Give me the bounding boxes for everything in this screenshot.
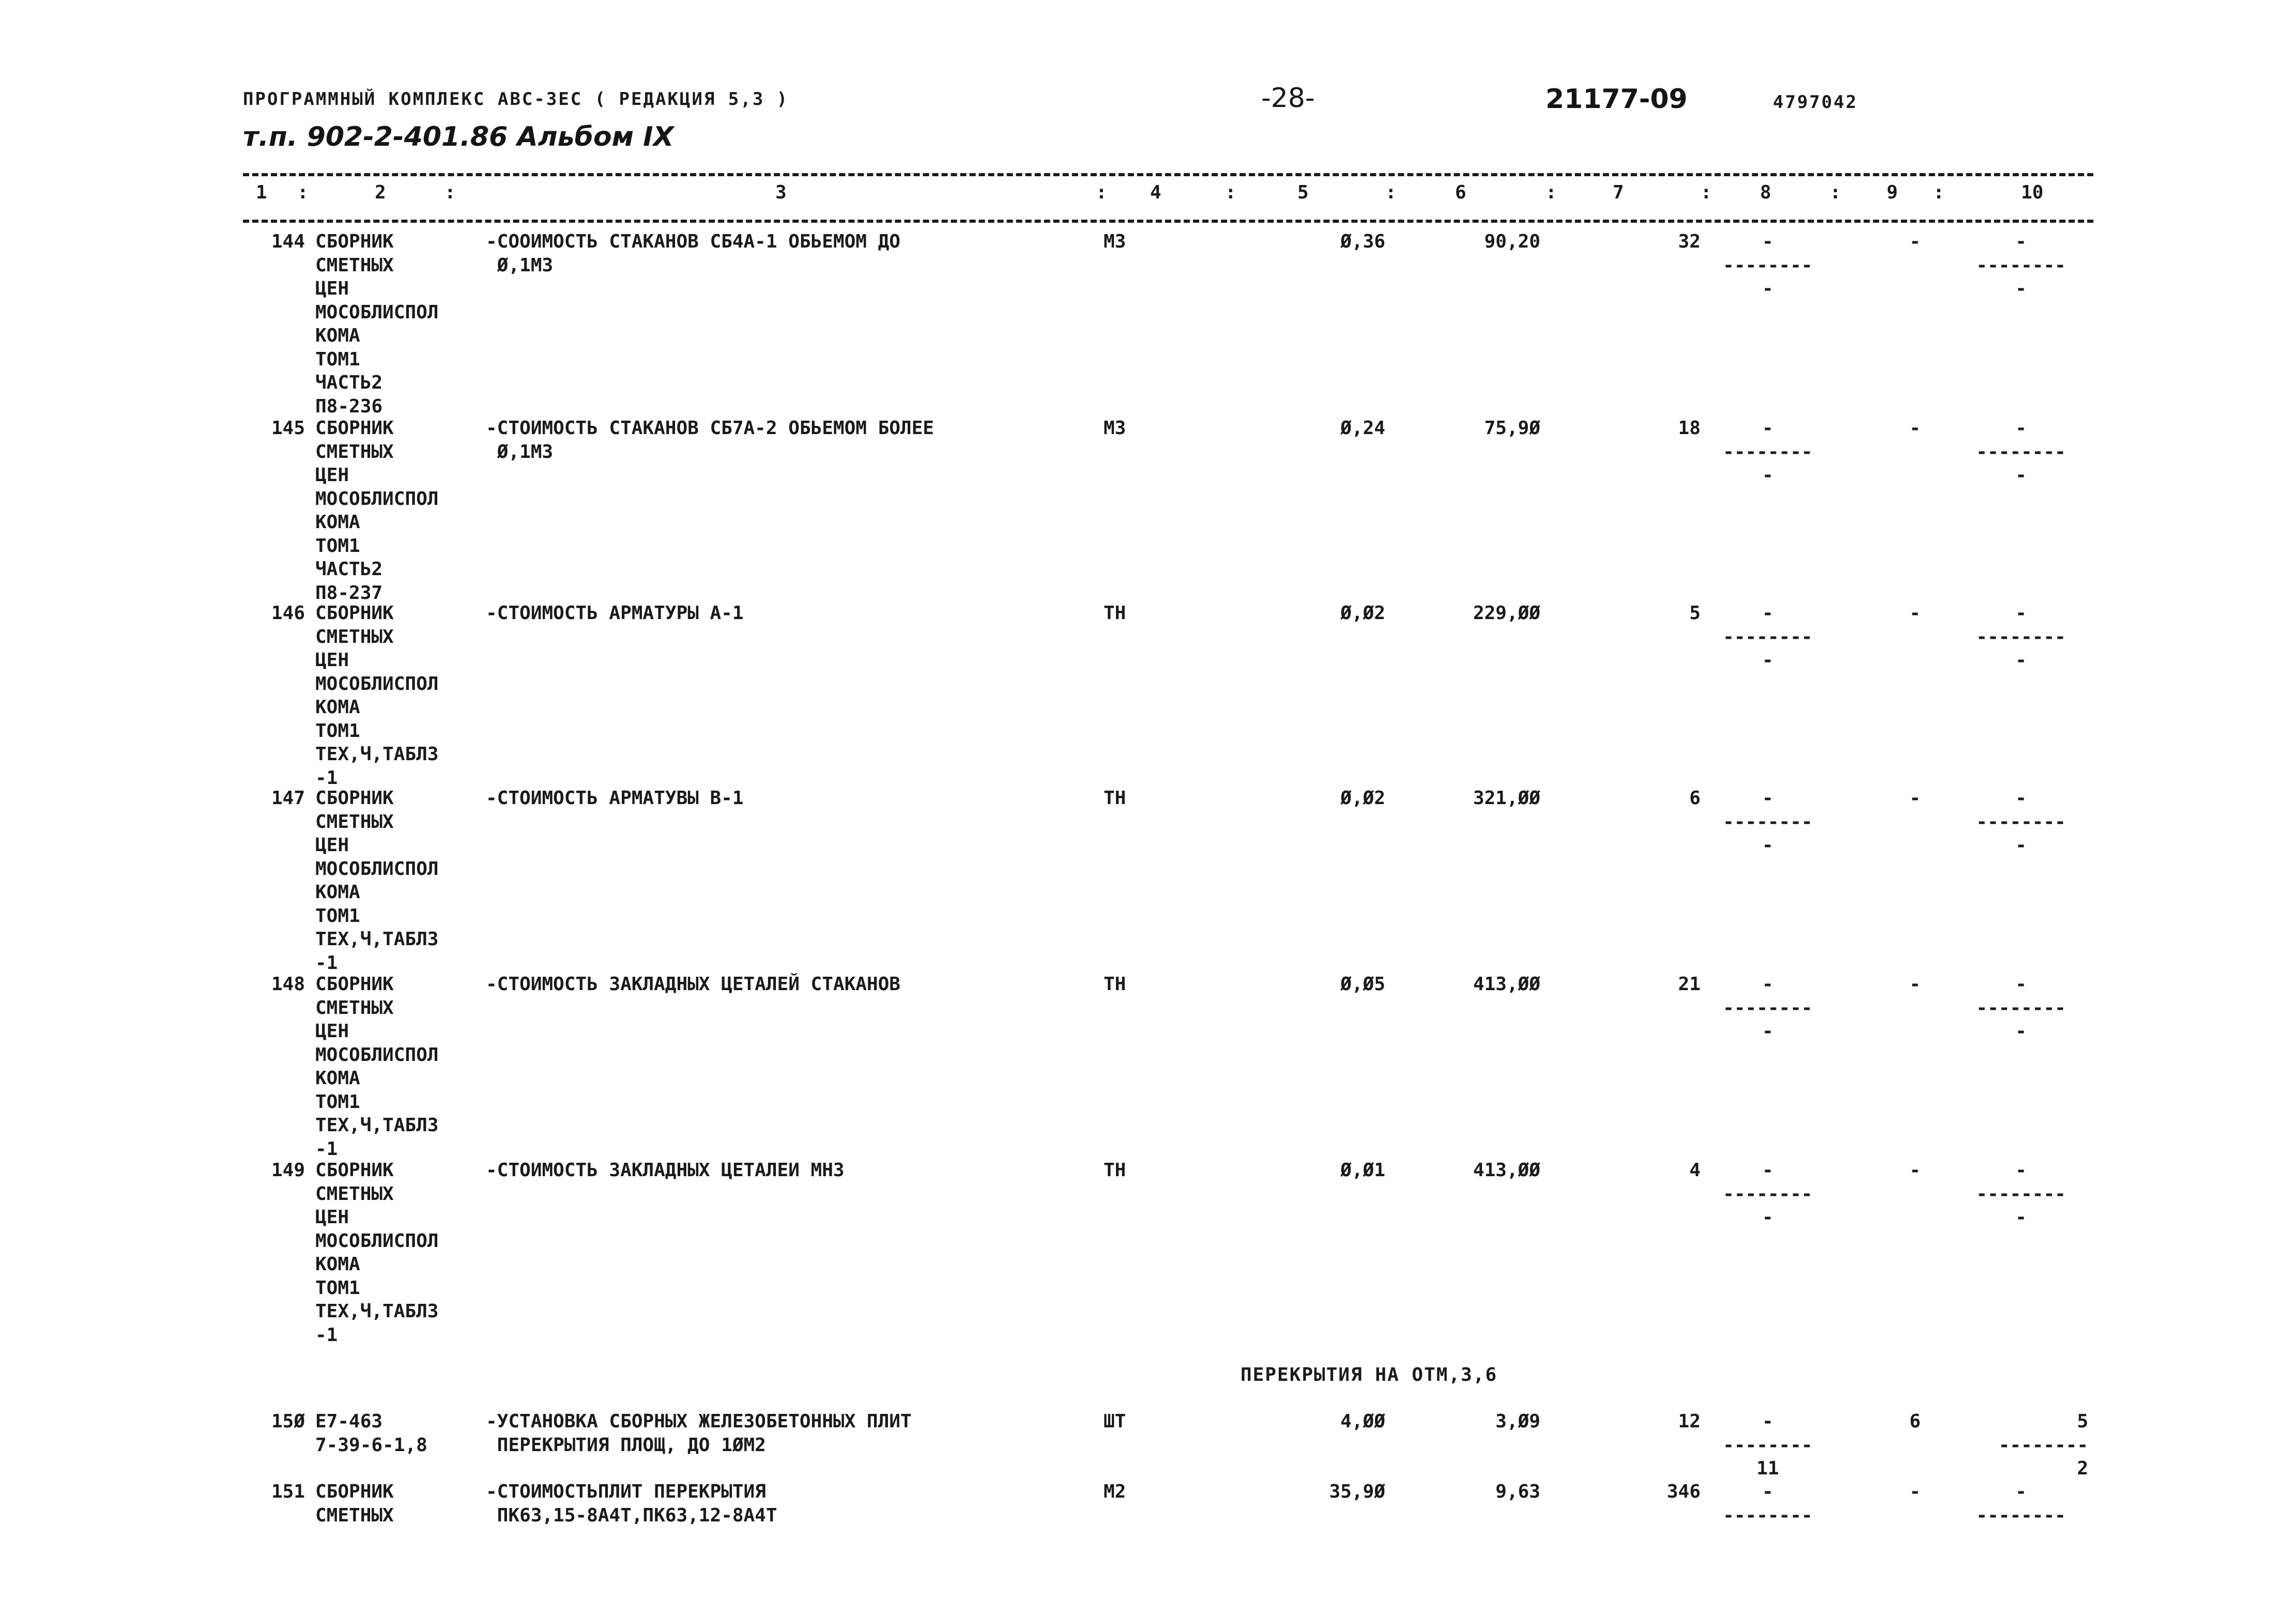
- col-header-9: 9: [1887, 182, 1898, 203]
- row-source: СБОРНИК СМЕТНЫХ ЦЕН МОСОБЛИСПОЛ КОМА ТОМ1 ТЕХ,Ч,ТАБЛ3 -1: [315, 788, 439, 974]
- col8-top: -: [1762, 603, 1773, 624]
- row-number: 15Ø: [271, 1411, 305, 1432]
- table-top-rule: [243, 173, 2093, 176]
- row-col10: [1954, 602, 2088, 672]
- col-sep: :: [1933, 182, 1945, 203]
- row-description: -УСТАНОВКА СБОРНЫХ ЖЕЛЕЗОБЕТОННЫХ ПЛИТ ПЕРЕКРЫТИЯ ПЛОЩ, ДО 1ØМ2: [486, 1411, 912, 1456]
- row-total: 5: [1689, 603, 1701, 624]
- row-col8: [1706, 230, 1830, 301]
- row-number: 151: [271, 1481, 305, 1502]
- table-header-rule: [243, 220, 2093, 223]
- col10-bottom: -: [2015, 835, 2027, 856]
- row-col9: -: [1909, 1160, 1921, 1181]
- row-price: 413,ØØ: [1473, 1160, 1540, 1181]
- row-total: 12: [1678, 1411, 1701, 1432]
- col8-bottom: -: [1762, 835, 1773, 856]
- row-total: 18: [1678, 418, 1701, 439]
- row-source: СБОРНИК СМЕТНЫХ ЦЕН МОСОБЛИСПОЛ КОМА ТОМ1 ТЕХ,Ч,ТАБЛ3 -1: [315, 974, 439, 1160]
- row-unit: М3: [1104, 231, 1126, 252]
- col8-top: -: [1762, 974, 1773, 995]
- col-header-8: 8: [1760, 182, 1771, 203]
- row-number: 146: [271, 603, 305, 624]
- row-number: 144: [271, 231, 305, 252]
- col-sep: :: [1701, 182, 1712, 203]
- col10-divider: --------: [1976, 1504, 2066, 1526]
- row-quantity: Ø,Ø5: [1340, 974, 1385, 995]
- row-unit: М2: [1104, 1481, 1126, 1502]
- row-price: 229,ØØ: [1473, 603, 1540, 624]
- col8-divider: --------: [1723, 997, 1813, 1019]
- row-description: -СТОИМОСТЬ ЗАКЛАДНЫХ ЦЕТАЛЕЙ СТАКАНОВ: [486, 974, 900, 995]
- col10-top: -: [2015, 418, 2027, 439]
- col10-bottom: -: [2015, 1021, 2027, 1042]
- col10-divider: --------: [1976, 1183, 2066, 1205]
- row-total: 6: [1689, 788, 1701, 809]
- page-number: -28-: [1261, 83, 1315, 114]
- row-quantity: Ø,Ø2: [1340, 788, 1385, 809]
- col8-top: -: [1762, 788, 1773, 809]
- col8-divider: --------: [1723, 1434, 1813, 1456]
- col8-divider: --------: [1723, 1504, 1813, 1526]
- row-number: 147: [271, 788, 305, 809]
- row-col9: -: [1909, 418, 1921, 439]
- row-description: -СТОИМОСТЬ СТАКАНОВ СБ7А-2 ОБЬЕМОМ БОЛЕЕ Ø,1М3: [486, 418, 934, 463]
- row-col9: -: [1909, 603, 1921, 624]
- row-price: 75,9Ø: [1484, 418, 1540, 439]
- col10-divider: --------: [1998, 1434, 2088, 1456]
- col10-top: -: [2015, 788, 2027, 809]
- col10-bottom: -: [2015, 278, 2027, 299]
- row-total: 4: [1689, 1160, 1701, 1181]
- col-sep: :: [1096, 182, 1107, 203]
- col8-top: -: [1762, 1481, 1773, 1502]
- row-col9: -: [1909, 1481, 1921, 1502]
- row-total: 32: [1678, 231, 1701, 252]
- col-header-2: 2: [375, 182, 386, 203]
- row-quantity: 35,9Ø: [1329, 1481, 1385, 1502]
- row-quantity: Ø,Ø2: [1340, 603, 1385, 624]
- row-col10: [1954, 973, 2088, 1043]
- row-source: Е7-463 7-39-6-1,8: [315, 1411, 427, 1456]
- col-sep: :: [297, 182, 309, 203]
- row-source: СБОРНИК СМЕТНЫХ ЦЕН МОСОБЛИСПОЛ КОМА ТОМ1 ЧАСТЬ2 П8-236: [315, 231, 439, 417]
- col8-bottom: -: [1762, 650, 1773, 671]
- col10-top: -: [2015, 1481, 2027, 1502]
- row-total: 346: [1666, 1481, 1701, 1502]
- row-unit: М3: [1104, 418, 1126, 439]
- row-col10: [1954, 1480, 2088, 1527]
- col-header-3: 3: [775, 182, 787, 203]
- section-title: ПЕРЕКРЫТИЯ НА ОТМ,3,6: [1241, 1364, 1498, 1385]
- col-sep: :: [1385, 182, 1397, 203]
- col10-bottom: 2: [2077, 1458, 2088, 1479]
- row-number: 145: [271, 418, 305, 439]
- row-description: -СООИМОСТЬ СТАКАНОВ СБ4А-1 ОБЬЕМОМ ДО Ø,1М3: [486, 231, 900, 276]
- row-number: 149: [271, 1160, 305, 1181]
- row-col8: [1706, 1410, 1830, 1481]
- col10-bottom: -: [2015, 1207, 2027, 1228]
- row-price: 90,20: [1484, 231, 1540, 252]
- row-col8: [1706, 1480, 1830, 1527]
- col8-bottom: -: [1762, 465, 1773, 486]
- col10-top: -: [2015, 603, 2027, 624]
- col8-divider: --------: [1723, 254, 1813, 276]
- col-header-1: 1: [256, 182, 267, 203]
- row-col10: [1954, 1159, 2088, 1229]
- document-code: 21177-09: [1545, 84, 1688, 115]
- row-source: СБОРНИК СМЕТНЫХ ЦЕН МОСОБЛИСПОЛ КОМА ТОМ1 ТЕХ,Ч,ТАБЛ3 -1: [315, 1160, 439, 1346]
- row-total: 21: [1678, 974, 1701, 995]
- row-unit: ТН: [1104, 603, 1126, 624]
- handwritten-reference: т.п. 902-2-401.86 Альбом IX: [243, 121, 674, 152]
- row-number: 148: [271, 974, 305, 995]
- col10-divider: --------: [1976, 997, 2066, 1019]
- col8-bottom: -: [1762, 1021, 1773, 1042]
- row-unit: ТН: [1104, 788, 1126, 809]
- col8-divider: --------: [1723, 811, 1813, 833]
- row-col9: -: [1909, 788, 1921, 809]
- row-col8: [1706, 973, 1830, 1043]
- row-col8: [1706, 602, 1830, 672]
- row-col9: -: [1909, 974, 1921, 995]
- col10-top: 5: [2077, 1411, 2088, 1432]
- col8-bottom: -: [1762, 1207, 1773, 1228]
- col8-divider: --------: [1723, 441, 1813, 463]
- col-header-7: 7: [1613, 182, 1624, 203]
- row-col8: [1706, 1159, 1830, 1229]
- program-title: ПРОГРАММНЫЙ КОМПЛЕКС АВС-3ЕС ( РЕДАКЦИЯ 5,3 ): [243, 89, 789, 110]
- col-sep: :: [1830, 182, 1841, 203]
- row-col10: [1954, 230, 2088, 301]
- col10-top: -: [2015, 974, 2027, 995]
- col-sep: :: [1545, 182, 1557, 203]
- col10-divider: --------: [1976, 626, 2066, 648]
- col10-top: -: [2015, 1160, 2027, 1181]
- row-unit: ТН: [1104, 974, 1126, 995]
- col10-divider: --------: [1976, 441, 2066, 463]
- col10-top: -: [2015, 231, 2027, 252]
- row-col8: [1706, 417, 1830, 487]
- col8-divider: --------: [1723, 1183, 1813, 1205]
- col8-top: -: [1762, 231, 1773, 252]
- document-number: 4797042: [1773, 92, 1858, 113]
- row-description: -СТОИМОСТЬ ЗАКЛАДНЫХ ЦЕТАЛЕИ МН3: [486, 1160, 845, 1181]
- col10-divider: --------: [1976, 811, 2066, 833]
- row-price: 9,63: [1495, 1481, 1540, 1502]
- col8-bottom: -: [1762, 278, 1773, 299]
- col-sep: :: [445, 182, 456, 203]
- col-header-10: 10: [2021, 182, 2044, 203]
- row-col10: [1954, 417, 2088, 487]
- col8-bottom: 11: [1756, 1458, 1779, 1479]
- row-price: 413,ØØ: [1473, 974, 1540, 995]
- row-col10: [1954, 787, 2088, 857]
- row-unit: ТН: [1104, 1160, 1126, 1181]
- row-col9: -: [1909, 231, 1921, 252]
- row-col10: [1954, 1410, 2088, 1481]
- col8-divider: --------: [1723, 626, 1813, 648]
- row-quantity: Ø,Ø1: [1340, 1160, 1385, 1181]
- col-header-4: 4: [1150, 182, 1161, 203]
- row-description: -СТОИМОСТЬ АРМАТУРЫ А-1: [486, 603, 744, 624]
- row-description: -СТОИМОСТЬПЛИТ ПЕРЕКРЫТИЯ ПК63,15-8А4Т,ПК63,12-8А4Т: [486, 1481, 777, 1526]
- col-sep: :: [1225, 182, 1236, 203]
- row-price: 321,ØØ: [1473, 788, 1540, 809]
- col-header-6: 6: [1455, 182, 1466, 203]
- col10-divider: --------: [1976, 254, 2066, 276]
- col8-top: -: [1762, 418, 1773, 439]
- row-quantity: Ø,36: [1340, 231, 1385, 252]
- col8-top: -: [1762, 1160, 1773, 1181]
- row-source: СБОРНИК СМЕТНЫХ ЦЕН МОСОБЛИСПОЛ КОМА ТОМ1 ЧАСТЬ2 П8-237: [315, 418, 439, 604]
- row-description: -СТОИМОСТЬ АРМАТУВЫ В-1: [486, 788, 744, 809]
- row-quantity: Ø,24: [1340, 418, 1385, 439]
- col10-bottom: -: [2015, 650, 2027, 671]
- row-source: СБОРНИК СМЕТНЫХ: [315, 1481, 394, 1526]
- row-col8: [1706, 787, 1830, 857]
- col8-top: -: [1762, 1411, 1773, 1432]
- col10-bottom: -: [2015, 465, 2027, 486]
- row-price: 3,Ø9: [1495, 1411, 1540, 1432]
- col-header-5: 5: [1297, 182, 1309, 203]
- row-source: СБОРНИК СМЕТНЫХ ЦЕН МОСОБЛИСПОЛ КОМА ТОМ1 ТЕХ,Ч,ТАБЛ3 -1: [315, 603, 439, 789]
- row-unit: ШТ: [1104, 1411, 1126, 1432]
- row-quantity: 4,ØØ: [1340, 1411, 1385, 1432]
- row-col9: 6: [1909, 1411, 1921, 1432]
